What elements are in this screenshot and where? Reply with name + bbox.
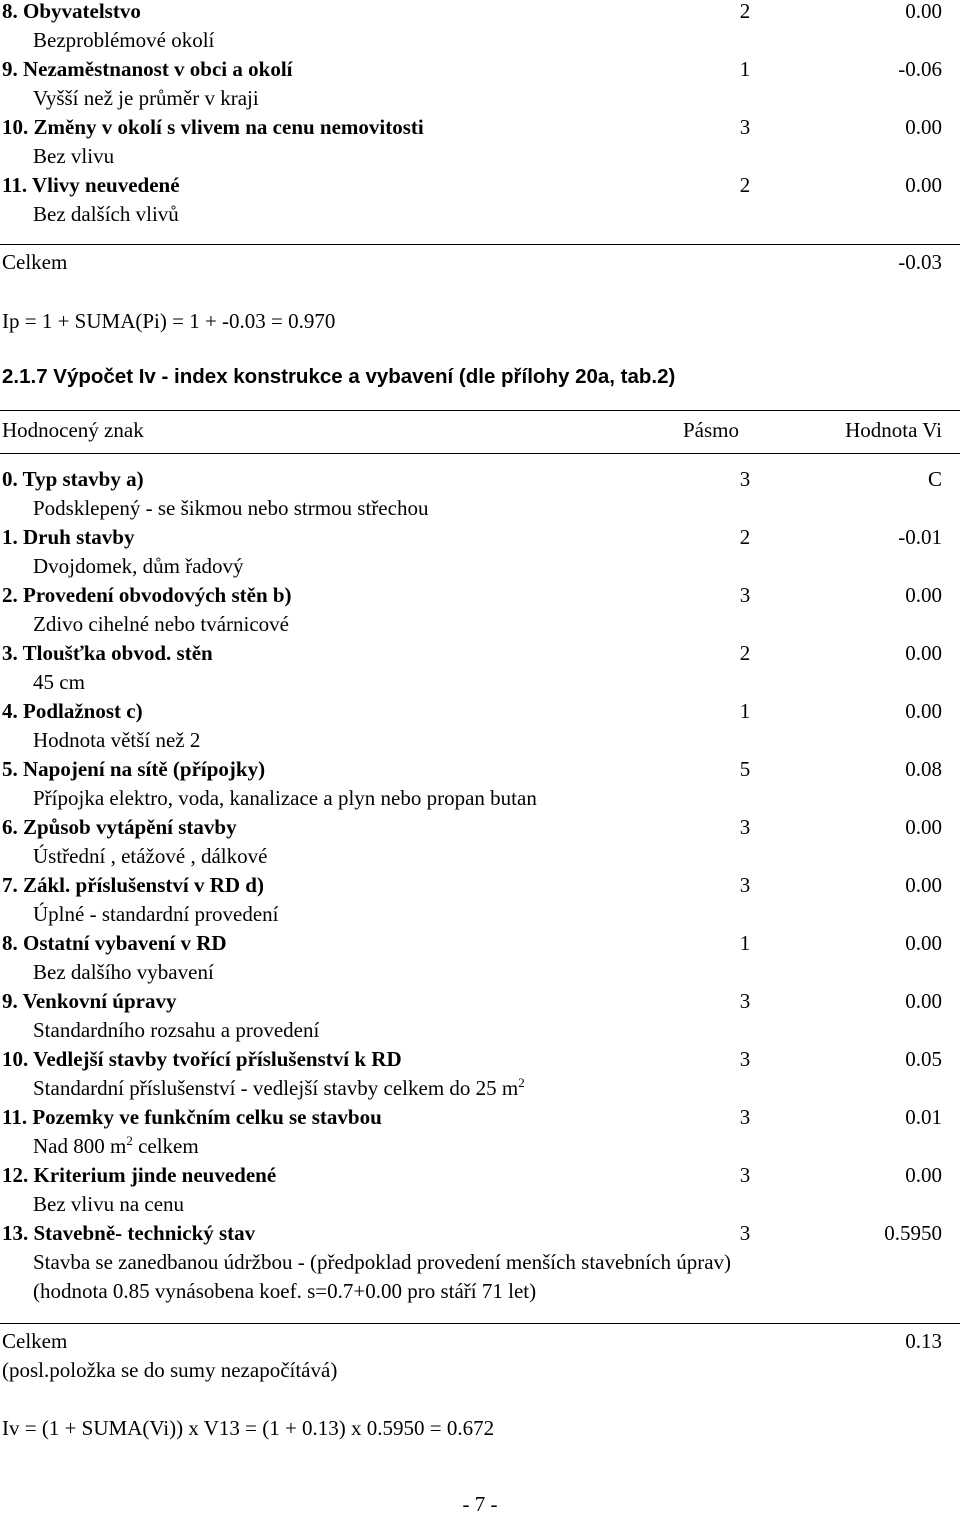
criterion-value: 0.00 xyxy=(905,699,942,723)
criterion-value: 0.05 xyxy=(905,1047,942,1071)
band-value: 2 xyxy=(739,525,751,549)
table-row xyxy=(2,1045,942,1074)
criterion-value: 0.00 xyxy=(905,583,942,607)
band-value: 1 xyxy=(739,57,751,81)
table-row-desc xyxy=(2,552,942,581)
divider xyxy=(0,453,960,454)
col-name-header: Hodnocený znak xyxy=(2,418,144,442)
criterion-name: 3. Tloušťka obvod. stěn xyxy=(2,641,213,665)
criterion-desc: Bez vlivu xyxy=(33,144,115,168)
criterion-desc: Bez vlivu na cenu xyxy=(33,1192,185,1216)
table-row xyxy=(2,171,942,200)
table-row-desc xyxy=(2,958,942,987)
table-row-desc xyxy=(2,1190,942,1219)
criterion-desc-2: (hodnota 0.85 vynásobena koef. s=0.7+0.00 pro stáří 71 let) xyxy=(33,1279,537,1303)
superscript: 2 xyxy=(126,1133,133,1148)
table-row xyxy=(2,523,942,552)
criterion-desc: Úplné - standardní provedení xyxy=(33,902,279,926)
band-value: 3 xyxy=(739,467,751,491)
table-row xyxy=(2,929,942,958)
criterion-name: 8. Ostatní vybavení v RD xyxy=(2,931,227,955)
criterion-value: 0.5950 xyxy=(884,1221,942,1245)
criterion-value: 0.00 xyxy=(905,641,942,665)
col-value-header: Hodnota Vi xyxy=(845,418,942,442)
criterion-name: 6. Způsob vytápění stavby xyxy=(2,815,237,839)
criterion-desc: Dvojdomek, dům řadový xyxy=(33,554,244,578)
table-row xyxy=(2,639,942,668)
total-label: Celkem xyxy=(2,1329,68,1353)
criterion-desc: 45 cm xyxy=(33,670,85,694)
criterion-desc: Stavba se zanedbanou údržbou - (předpoklad provedení menších stavebních úprav) xyxy=(33,1250,732,1274)
formula: Iv = (1 + SUMA(Vi)) x V13 = (1 + 0.13) x 0.5950 = 0.672 xyxy=(2,1416,495,1440)
criterion-desc: Zdivo cihelné nebo tvárnicové xyxy=(33,612,289,636)
table-row xyxy=(2,113,942,142)
table-row-desc xyxy=(2,726,942,755)
table-row-desc xyxy=(2,494,942,523)
table-row-desc xyxy=(2,84,942,113)
criterion-value: 0.00 xyxy=(905,873,942,897)
table-row-desc xyxy=(2,142,942,171)
section-heading: 2.1.7 Výpočet Iv - index konstrukce a vybavení (dle přílohy 20a, tab.2) xyxy=(2,365,676,388)
criterion-name: 5. Napojení na sítě (přípojky) xyxy=(2,757,266,781)
table-row-desc xyxy=(2,200,942,229)
criterion-name: 10. Změny v okolí s vlivem na cenu nemovitosti xyxy=(2,115,424,139)
total-value: -0.03 xyxy=(898,250,942,274)
criterion-value: 0.00 xyxy=(905,1163,942,1187)
table-row-desc xyxy=(2,610,942,639)
criterion-desc: Vyšší než je průměr v kraji xyxy=(33,86,259,110)
criterion-name: 9. Nezaměstnanost v obci a okolí xyxy=(2,57,293,81)
divider xyxy=(0,1323,960,1324)
criterion-value: 0.00 xyxy=(905,989,942,1013)
criterion-value: 0.01 xyxy=(905,1105,942,1129)
table-row xyxy=(2,871,942,900)
criterion-value: 0.00 xyxy=(905,115,942,139)
criterion-name: 2. Provedení obvodových stěn b) xyxy=(2,583,292,607)
divider xyxy=(0,410,960,411)
table-row-desc xyxy=(2,26,942,55)
table-row xyxy=(2,813,942,842)
total-note: (posl.položka se do sumy nezapočítává) xyxy=(2,1358,338,1382)
criterion-name: 10. Vedlejší stavby tvořící příslušenství k RD xyxy=(2,1047,402,1071)
criterion-value: 0.00 xyxy=(905,931,942,955)
table-row xyxy=(2,465,942,494)
band-value: 2 xyxy=(739,173,751,197)
band-value: 3 xyxy=(739,583,751,607)
criterion-name: 7. Zákl. příslušenství v RD d) xyxy=(2,873,264,897)
table-row-desc xyxy=(2,1248,942,1277)
criterion-desc: Bez dalšího vybavení xyxy=(33,960,214,984)
table-row-desc xyxy=(2,784,942,813)
band-value: 3 xyxy=(739,989,751,1013)
criterion-name: 8. Obyvatelstvo xyxy=(2,0,141,23)
criterion-desc xyxy=(33,1132,199,1161)
table-row-desc xyxy=(2,1132,942,1161)
table-row-desc xyxy=(2,842,942,871)
criterion-desc: Bezproblémové okolí xyxy=(33,28,215,52)
table-row-desc xyxy=(2,900,942,929)
band-value: 3 xyxy=(739,873,751,897)
criterion-desc: Standardního rozsahu a provedení xyxy=(33,1018,320,1042)
table-row xyxy=(2,755,942,784)
table-row xyxy=(2,0,942,26)
total-row xyxy=(2,1327,942,1356)
criterion-desc: Bez dalších vlivů xyxy=(33,202,179,226)
band-value: 3 xyxy=(739,1105,751,1129)
criterion-value: -0.01 xyxy=(898,525,942,549)
table-row xyxy=(2,1161,942,1190)
criterion-name: 11. Pozemky ve funkčním celku se stavbou xyxy=(2,1105,382,1129)
band-value: 1 xyxy=(739,931,751,955)
criterion-value: -0.06 xyxy=(898,57,942,81)
criterion-name: 1. Druh stavby xyxy=(2,525,135,549)
desc-text: Standardní příslušenství - vedlejší stavby celkem do 25 m xyxy=(33,1076,519,1100)
total-row xyxy=(2,248,942,277)
table-row xyxy=(2,55,942,84)
col-band-header: Pásmo xyxy=(683,418,740,442)
criterion-desc: Přípojka elektro, voda, kanalizace a plyn nebo propan butan xyxy=(33,786,537,810)
desc-text-after: celkem xyxy=(132,1134,199,1158)
table-row xyxy=(2,697,942,726)
criterion-value: 0.00 xyxy=(905,815,942,839)
column-header xyxy=(2,416,942,445)
band-value: 3 xyxy=(739,1221,751,1245)
criterion-desc: Ústřední , etážové , dálkové xyxy=(33,844,268,868)
table-row-desc xyxy=(2,1277,942,1306)
criterion-name: 11. Vlivy neuvedené xyxy=(2,173,180,197)
divider xyxy=(0,244,960,245)
band-value: 1 xyxy=(739,699,751,723)
formula: Ip = 1 + SUMA(Pi) = 1 + -0.03 = 0.970 xyxy=(2,309,336,333)
band-value: 3 xyxy=(739,1163,751,1187)
criterion-value: 0.00 xyxy=(905,0,942,23)
table-row xyxy=(2,1103,942,1132)
criterion-desc xyxy=(33,1074,525,1103)
criterion-value: 0.08 xyxy=(905,757,942,781)
criterion-name: 9. Venkovní úpravy xyxy=(2,989,177,1013)
band-value: 2 xyxy=(739,0,751,23)
band-value: 2 xyxy=(739,641,751,665)
criterion-name: 13. Stavebně- technický stav xyxy=(2,1221,256,1245)
superscript: 2 xyxy=(518,1075,525,1090)
table-row xyxy=(2,581,942,610)
criterion-name: 4. Podlažnost c) xyxy=(2,699,143,723)
criterion-value: 0.00 xyxy=(905,173,942,197)
band-value: 3 xyxy=(739,815,751,839)
page-number: - 7 - xyxy=(462,1492,498,1516)
band-value: 3 xyxy=(739,115,751,139)
band-value: 5 xyxy=(739,757,751,781)
total-value: 0.13 xyxy=(905,1329,942,1353)
table-row xyxy=(2,987,942,1016)
criterion-name: 12. Kriterium jinde neuvedené xyxy=(2,1163,277,1187)
criterion-desc: Hodnota větší než 2 xyxy=(33,728,201,752)
band-value: 3 xyxy=(739,1047,751,1071)
criterion-desc: Podsklepený - se šikmou nebo strmou střechou xyxy=(33,496,429,520)
table-row-desc xyxy=(2,1016,942,1045)
criterion-name: 0. Typ stavby a) xyxy=(2,467,144,491)
table-row-desc xyxy=(2,668,942,697)
table-row-desc xyxy=(2,1074,942,1103)
criterion-value: C xyxy=(927,467,942,491)
table-row xyxy=(2,1219,942,1248)
desc-text: Nad 800 m xyxy=(33,1134,127,1158)
total-label: Celkem xyxy=(2,250,68,274)
